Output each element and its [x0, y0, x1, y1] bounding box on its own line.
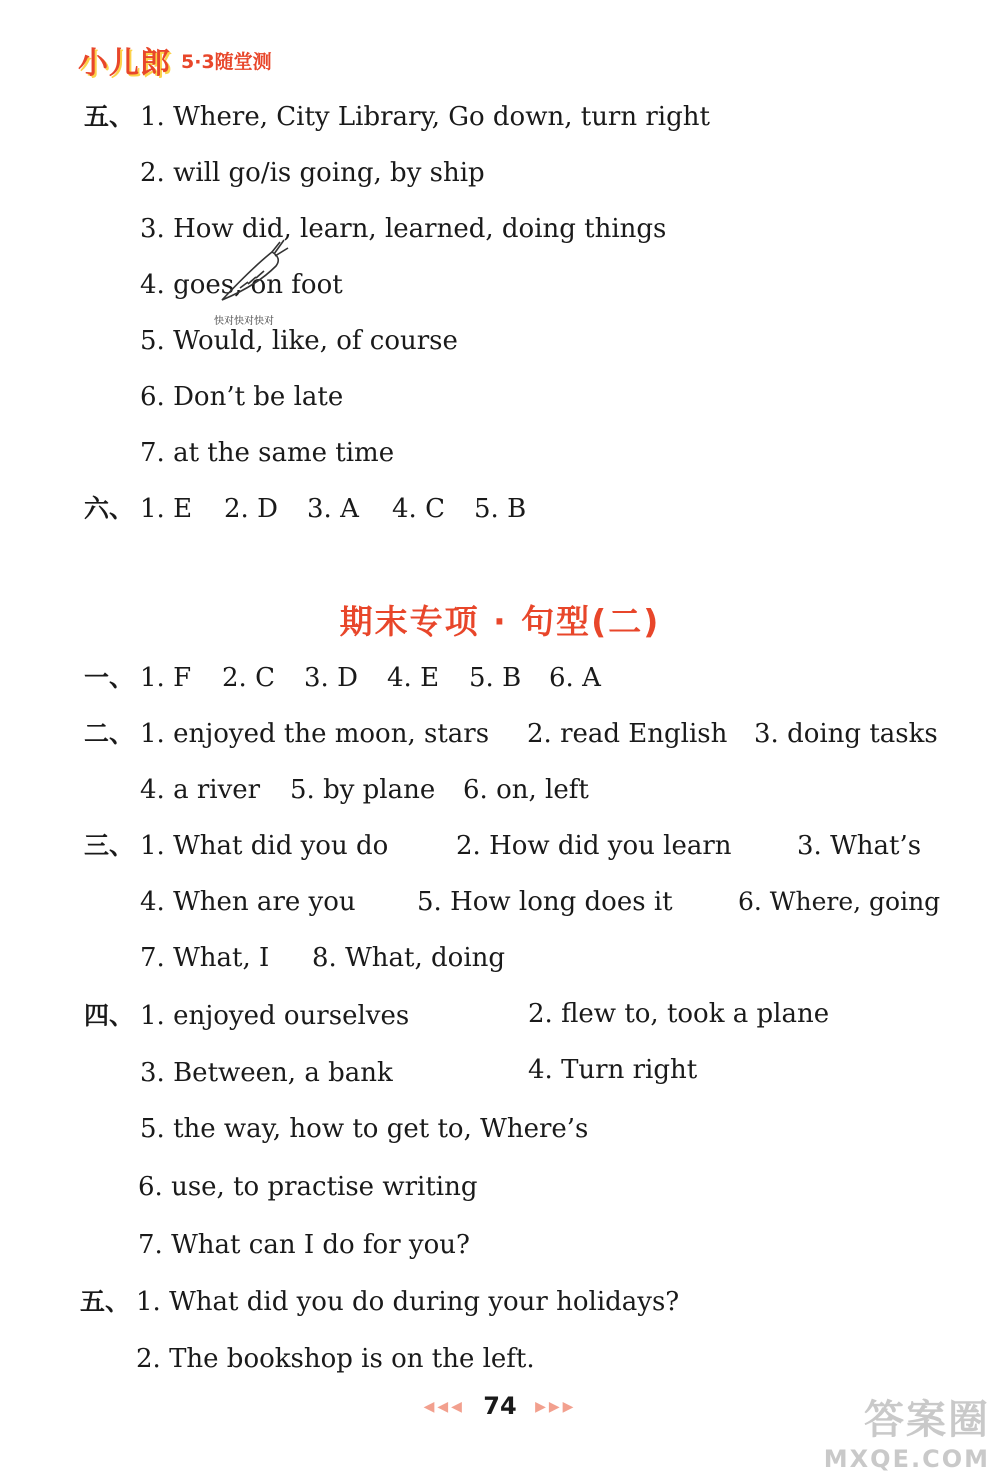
answer-item: 1. enjoyed ourselves — [140, 1001, 410, 1031]
answer-item: 1. enjoyed the moon, stars — [140, 719, 490, 749]
answer-line: 2. The bookshop is on the left. — [136, 1344, 535, 1374]
answer-line: 6. use, to practise writing — [138, 1172, 478, 1202]
answer-line: 6. Don’t be late — [140, 382, 344, 412]
answer-item: 4. a river — [140, 775, 261, 805]
answer-line: 4. goes, on foot — [140, 270, 343, 300]
answer-item: 1. E — [140, 494, 193, 524]
answer-item: 1. What did you do — [140, 831, 389, 861]
section-title: 期末专项 · 句型(二) — [339, 602, 661, 641]
answer-line: 5. the way, how to get to, Where’s — [140, 1114, 589, 1144]
answer-line: 1. What did you do during your holidays? — [136, 1287, 680, 1317]
answer-line: 1. Where, City Library, Go down, turn right — [140, 102, 710, 132]
carrot-stamp-icon — [212, 238, 292, 327]
answer-item: 4. E — [387, 663, 440, 693]
question-label-5b: 五、 — [80, 1287, 131, 1316]
answer-item: 6. on, left — [463, 775, 589, 805]
answer-item: 3. A — [307, 494, 359, 524]
question-label-6: 六、 — [84, 494, 135, 523]
answer-item: 3. Between, a bank — [140, 1058, 393, 1088]
answer-item: 8. What, doing — [312, 943, 506, 973]
answer-item: 3. D — [304, 663, 358, 693]
series-name: 5·3随堂测 — [181, 50, 272, 73]
watermark-url: MXQE.COM — [823, 1445, 990, 1473]
answer-item: 6. A — [549, 663, 601, 693]
brand-logo: 小儿郎 — [78, 46, 171, 81]
answer-item: 5. How long does it — [417, 887, 673, 917]
question-label-1: 一、 — [84, 663, 135, 692]
page-header — [78, 38, 272, 82]
question-label-4: 四、 — [84, 1001, 135, 1030]
answer-item: 2. How did you learn — [456, 831, 732, 861]
watermark-main: 答案圈 — [864, 1397, 990, 1443]
answer-line: 5. Would, like, of course — [140, 326, 458, 356]
answer-item: 3. What’s — [797, 831, 922, 861]
answer-item: 5. B — [469, 663, 522, 693]
page-number: 74 — [483, 1392, 517, 1420]
answer-item: 6. Where, going — [738, 887, 941, 916]
watermark — [824, 1388, 990, 1473]
answer-item: 2. D — [224, 494, 278, 524]
stamp-text: 快对快对快对 — [214, 316, 274, 327]
answer-item: 1. F — [140, 663, 192, 693]
answer-item: 2. C — [222, 663, 275, 693]
answer-item: 2. flew to, took a plane — [528, 999, 830, 1029]
answer-item: 7. What, I — [140, 943, 270, 973]
answer-line: 2. will go/is going, by ship — [140, 158, 485, 188]
answer-item: 4. C — [392, 494, 445, 524]
answer-item: 4. Turn right — [528, 1055, 698, 1085]
answer-line: 7. at the same time — [140, 438, 395, 468]
answer-item: 2. read English — [527, 719, 728, 749]
answer-line: 3. How did, learn, learned, doing things — [140, 214, 667, 244]
answer-item: 5. by plane — [290, 775, 436, 805]
answer-item: 5. B — [474, 494, 527, 524]
answer-line: 7. What can I do for you? — [138, 1230, 470, 1260]
left-arrows-icon: ◀◀◀ — [423, 1399, 465, 1415]
answer-item: 4. When are you — [140, 887, 356, 917]
question-label-3: 三、 — [84, 831, 135, 860]
answer-item: 3. doing tasks — [754, 719, 938, 749]
question-label-5: 五、 — [84, 102, 135, 131]
question-label-2: 二、 — [84, 719, 135, 748]
right-arrows-icon: ▶▶▶ — [535, 1399, 577, 1415]
